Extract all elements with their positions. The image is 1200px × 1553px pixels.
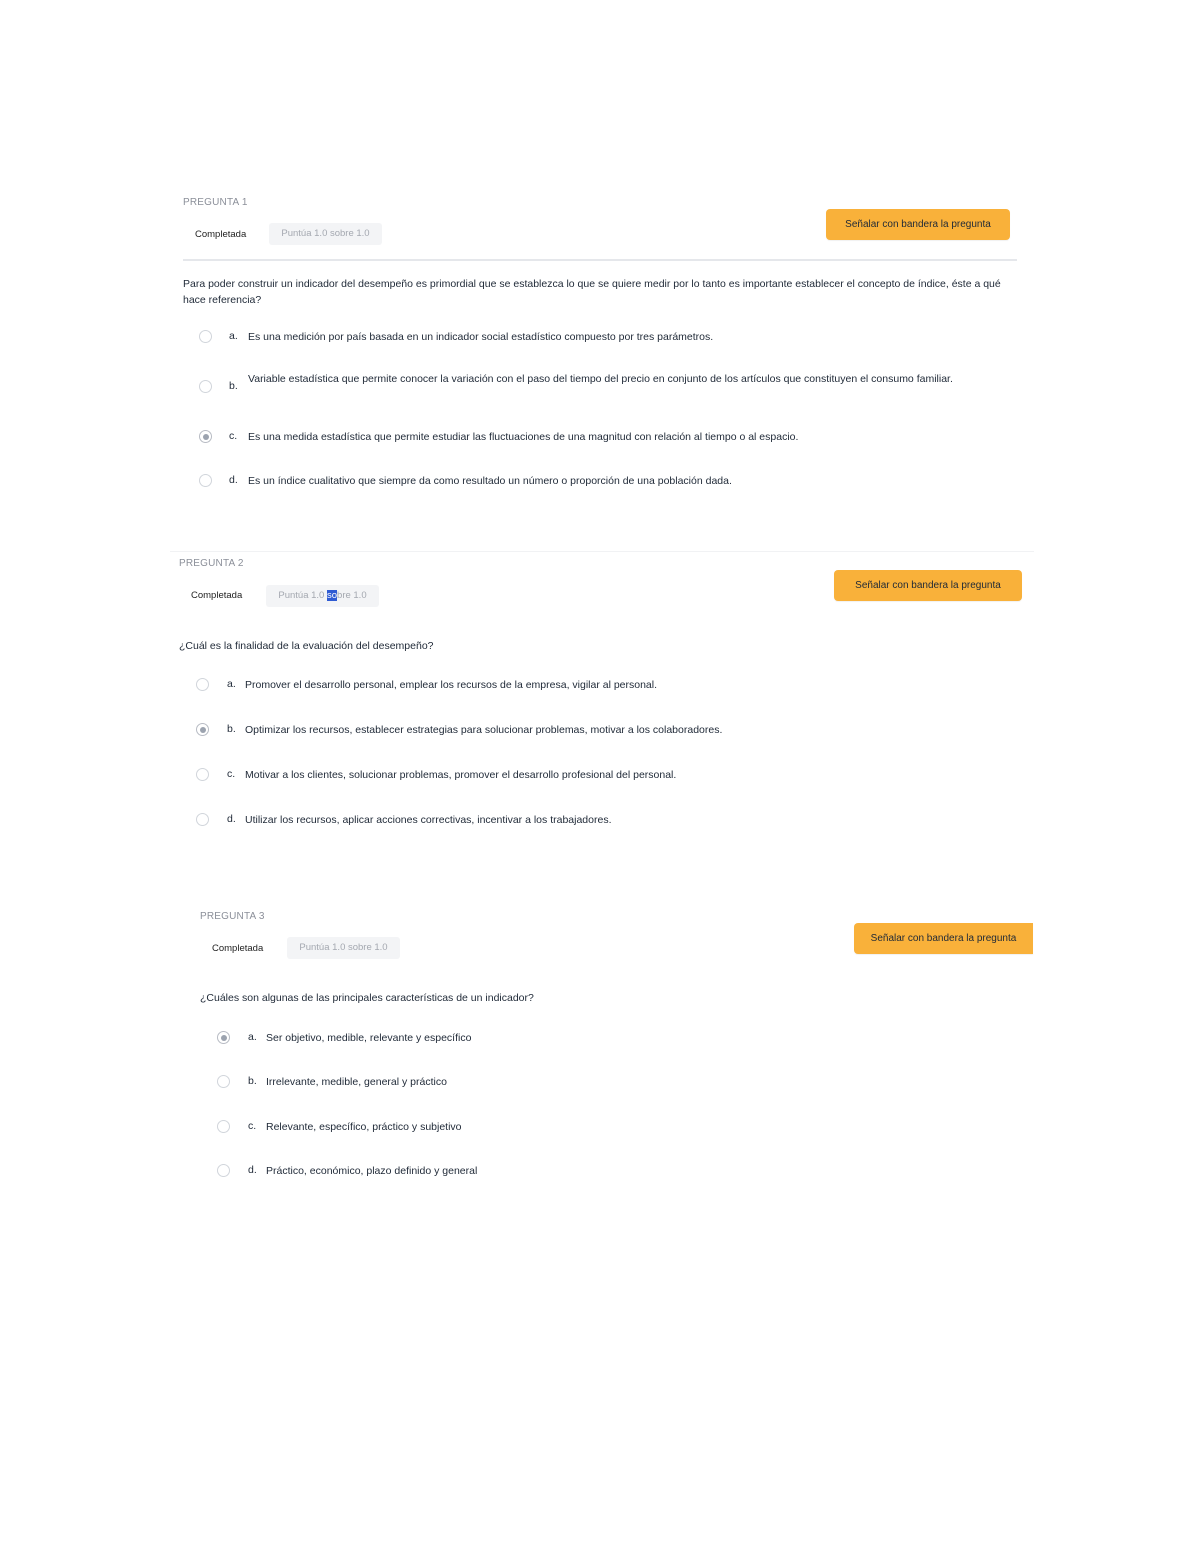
option-text: Es una medida estadística que permite estudiar las fluctuaciones de una magnitud con relación al tiempo o al espacio. <box>248 431 799 443</box>
option-text: Es un índice cualitativo que siempre da como resultado un número o proporción de una población dada. <box>248 475 732 487</box>
option-letter: b. <box>227 723 236 735</box>
option-text: Irrelevante, medible, general y práctico <box>266 1076 447 1088</box>
option-letter: b. <box>248 1075 257 1087</box>
option-letter: c. <box>229 430 238 442</box>
grade-text-start: Puntúa 1.0 <box>278 590 327 601</box>
option-text: Práctico, económico, plazo definido y general <box>266 1165 478 1177</box>
question-number: PREGUNTA 2 <box>179 558 244 569</box>
option-letter: d. <box>227 813 236 825</box>
flag-question-button[interactable]: Señalar con bandera la pregunta <box>854 923 1033 954</box>
radio-button[interactable] <box>217 1075 230 1088</box>
option-letter: a. <box>229 330 238 342</box>
option-text: Es una medición por país basada en un indicador social estadístico compuesto por tres parámetros. <box>248 331 714 343</box>
option-letter: a. <box>248 1031 257 1043</box>
question-number: PREGUNTA 3 <box>200 911 265 922</box>
option-letter: b. <box>229 380 238 392</box>
radio-button[interactable] <box>217 1120 230 1133</box>
option-text: Utilizar los recursos, aplicar acciones correctivas, incentivar a los trabajadores. <box>245 814 612 826</box>
option-letter: d. <box>248 1164 257 1176</box>
option-text: Variable estadística que permite conocer la variación con el paso del tiempo del precio en conjunto de los artículos que constituyen el consumo familiar. <box>248 373 953 385</box>
flag-question-button[interactable]: Señalar con bandera la pregunta <box>826 209 1010 240</box>
option-letter: c. <box>248 1120 257 1132</box>
option-text: Relevante, específico, práctico y subjetivo <box>266 1121 462 1133</box>
option-letter: c. <box>227 768 236 780</box>
option-letter: a. <box>227 678 236 690</box>
flag-question-button[interactable]: Señalar con bandera la pregunta <box>834 570 1022 601</box>
option-text: Ser objetivo, medible, relevante y específico <box>266 1032 472 1044</box>
grade-text-end: bre 1.0 <box>337 590 367 601</box>
question-grade: Puntúa 1.0 sobre 1.0 <box>269 223 382 245</box>
option-text: Optimizar los recursos, establecer estrategias para solucionar problemas, motivar a los colaboradores. <box>245 724 723 736</box>
question-status: Completada <box>191 590 243 601</box>
text-selection-highlight: so <box>326 590 338 601</box>
question-text: ¿Cuál es la finalidad de la evaluación del desempeño? <box>179 640 434 652</box>
option-letter: d. <box>229 474 238 486</box>
radio-button[interactable] <box>217 1164 230 1177</box>
radio-button-selected[interactable] <box>217 1031 230 1044</box>
question-grade: Puntúa 1.0 sobre 1.0 <box>287 937 400 959</box>
question-status: Completada <box>212 943 264 954</box>
question-number: PREGUNTA 1 <box>183 197 248 208</box>
option-text: Promover el desarrollo personal, emplear los recursos de la empresa, vigilar al personal. <box>245 679 658 691</box>
question-text: Para poder construir un indicador del desempeño es primordial que se establezca lo que se quiere medir por lo tanto es importante establecer el concepto de índice, éste a qué hace referencia? <box>183 278 1001 306</box>
option-text: Motivar a los clientes, solucionar problemas, promover el desarrollo profesional del personal. <box>245 769 677 781</box>
question-text: ¿Cuáles son algunas de las principales características de un indicador? <box>200 992 534 1004</box>
question-status: Completada <box>195 229 247 240</box>
